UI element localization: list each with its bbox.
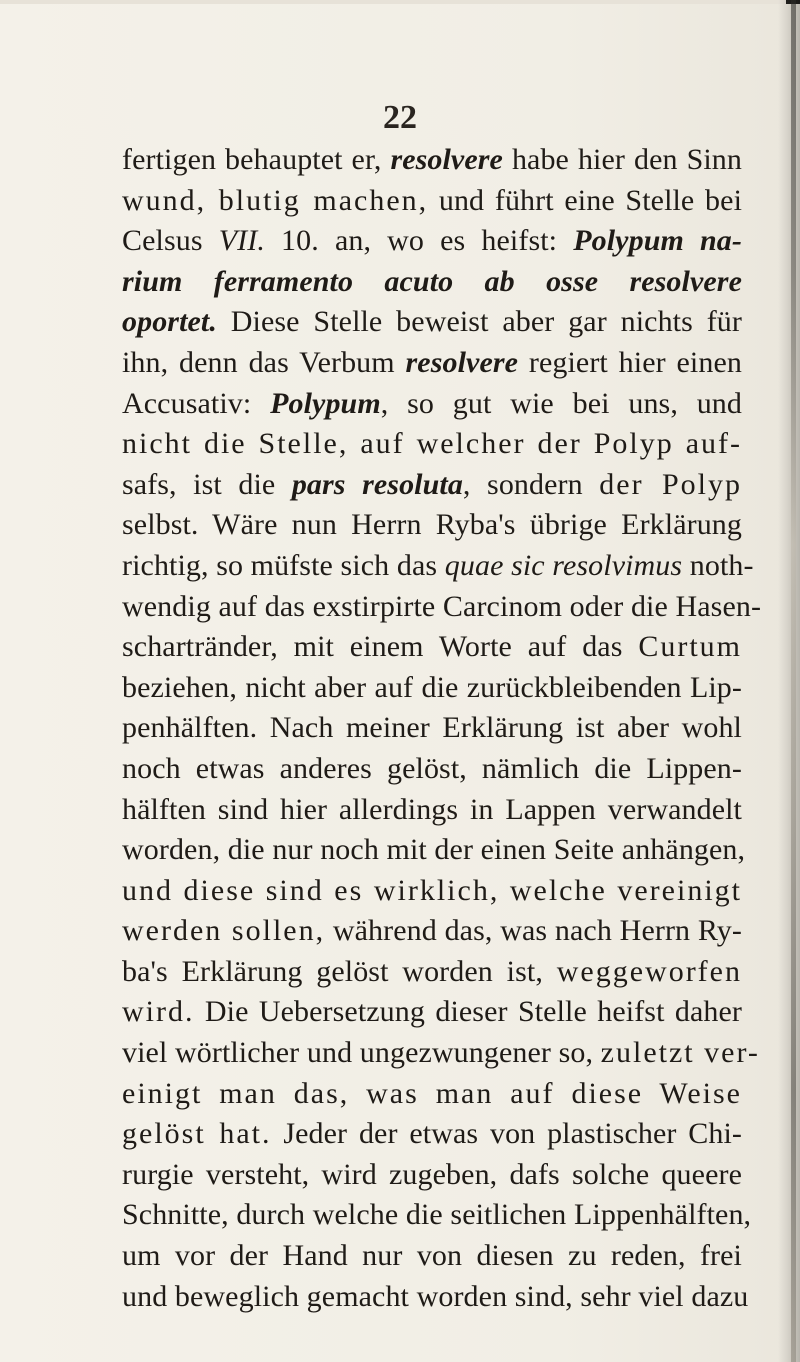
- text-segment: Accusativ:: [122, 386, 271, 420]
- text-segment: um vor der Hand nur von diesen zu reden, frei: [122, 1239, 742, 1273]
- text-segment: resolvere: [390, 143, 503, 176]
- text-segment: resolvere: [405, 345, 519, 379]
- text-line: [122, 1277, 749, 1318]
- text-segment: fertigen behauptet er,: [122, 143, 391, 176]
- text-line: [122, 384, 742, 425]
- text-segment: und diese sind es wirklich, welche vereinigt: [122, 873, 742, 907]
- text-segment: safs, ist die: [122, 467, 292, 501]
- text-segment: wird.: [122, 995, 195, 1029]
- text-line: [122, 587, 762, 628]
- text-segment: richtig, so müfste sich das: [122, 548, 445, 582]
- text-segment: regiert hier einen: [518, 345, 742, 379]
- text-line: [122, 1236, 742, 1277]
- page-gutter-shadow: [778, 0, 800, 1362]
- text-segment: rurgie versteht, wird zugeben, dafs solche queere: [122, 1157, 742, 1191]
- text-segment: penhälften. Nach meiner Erklärung ist aber wohl: [122, 711, 742, 745]
- text-segment: worden, die nur noch mit der einen Seite anhängen,: [122, 833, 746, 867]
- text-line: [122, 1195, 752, 1236]
- text-segment: rium ferramento acuto ab osse resolvere: [122, 264, 742, 298]
- text-segment: noch etwas anderes gelöst, nämlich die Lippen-: [122, 751, 742, 785]
- text-segment: Polypum: [270, 386, 381, 420]
- body-text: [122, 140, 762, 1317]
- text-segment: und beweglich gemacht worden sind, sehr viel dazu: [122, 1279, 749, 1313]
- text-line: [122, 708, 742, 749]
- page-edge: [791, 0, 796, 1362]
- text-segment: 10. an, wo es heifst:: [264, 224, 574, 258]
- text-line: [122, 181, 742, 222]
- text-line: [122, 668, 742, 709]
- text-segment: und führt eine Stelle bei: [428, 183, 742, 217]
- text-line: [122, 1033, 760, 1074]
- text-line: [122, 465, 742, 506]
- text-segment: Die Uebersetzung dieser Stelle heifst daher: [194, 995, 742, 1029]
- text-segment: beziehen, nicht aber auf die zurückbleibenden Lip-: [122, 670, 742, 704]
- text-line: [122, 627, 742, 668]
- text-line: [122, 911, 742, 952]
- text-segment: hälften sind hier allerdings in Lappen verwandelt: [122, 792, 742, 826]
- text-segment: quae sic resolvimus: [444, 548, 683, 582]
- text-segment: pars resoluta: [291, 467, 463, 501]
- text-line: [122, 992, 742, 1033]
- text-line: [122, 1155, 742, 1196]
- text-segment: viel wörtlicher und ungezwungener so,: [122, 1036, 601, 1070]
- text-segment: nicht die Stelle, auf welcher der Polyp auf-: [122, 427, 742, 461]
- text-segment: Polypum na-: [573, 224, 742, 258]
- text-segment: werden sollen,: [122, 914, 326, 948]
- text-line: [122, 302, 742, 343]
- text-segment: oportet.: [122, 305, 217, 339]
- text-segment: wund, blutig machen,: [122, 183, 429, 217]
- text-segment: gelöst hat.: [122, 1117, 272, 1151]
- text-line: [122, 140, 742, 181]
- text-segment: der Polyp: [599, 467, 742, 501]
- text-line: [122, 1114, 742, 1155]
- text-segment: noth-: [682, 548, 754, 582]
- text-segment: weggeworfen: [556, 954, 742, 988]
- text-line: [122, 952, 742, 993]
- text-segment: ihn, denn das Verbum: [122, 345, 406, 379]
- text-segment: Diese Stelle beweist aber gar nichts für: [216, 305, 742, 339]
- text-line: [122, 871, 742, 912]
- text-line: [122, 505, 742, 546]
- text-line: [122, 830, 746, 871]
- text-line: [122, 790, 742, 831]
- text-line: [122, 221, 742, 262]
- text-segment: Jeder der etwas von plastischer Chi-: [271, 1117, 743, 1151]
- text-segment: während das, was nach Herrn Ry-: [325, 914, 742, 948]
- text-line: [122, 343, 742, 384]
- text-segment: zuletzt ver-: [600, 1036, 760, 1070]
- text-line: [122, 1074, 742, 1115]
- page-number: 22: [383, 99, 417, 136]
- text-segment: Curtum: [638, 630, 742, 664]
- page-top-edge: [0, 0, 800, 4]
- text-line: [122, 749, 742, 790]
- text-segment: Celsus: [122, 224, 219, 258]
- text-segment: einigt man das, was man auf diese Weise: [122, 1076, 742, 1110]
- text-segment: VII.: [218, 224, 265, 258]
- text-segment: selbst. Wäre nun Herrn Ryba's übrige Erklärung: [122, 508, 742, 542]
- text-segment: habe hier den Sinn: [502, 143, 742, 176]
- text-segment: ba's Erklärung gelöst worden ist,: [122, 954, 557, 988]
- text-line: [122, 546, 754, 587]
- text-segment: , so gut wie bei uns, und: [380, 386, 742, 420]
- text-segment: Schnitte, durch welche die seitlichen Lippenhälften,: [122, 1198, 752, 1232]
- text-segment: , sondern: [462, 467, 600, 501]
- text-segment: wendig auf das exstirpirte Carcinom oder die Hasen-: [122, 589, 762, 623]
- text-line: [122, 262, 742, 303]
- text-line: [122, 424, 742, 465]
- text-segment: schartränder, mit einem Worte auf das: [122, 630, 639, 664]
